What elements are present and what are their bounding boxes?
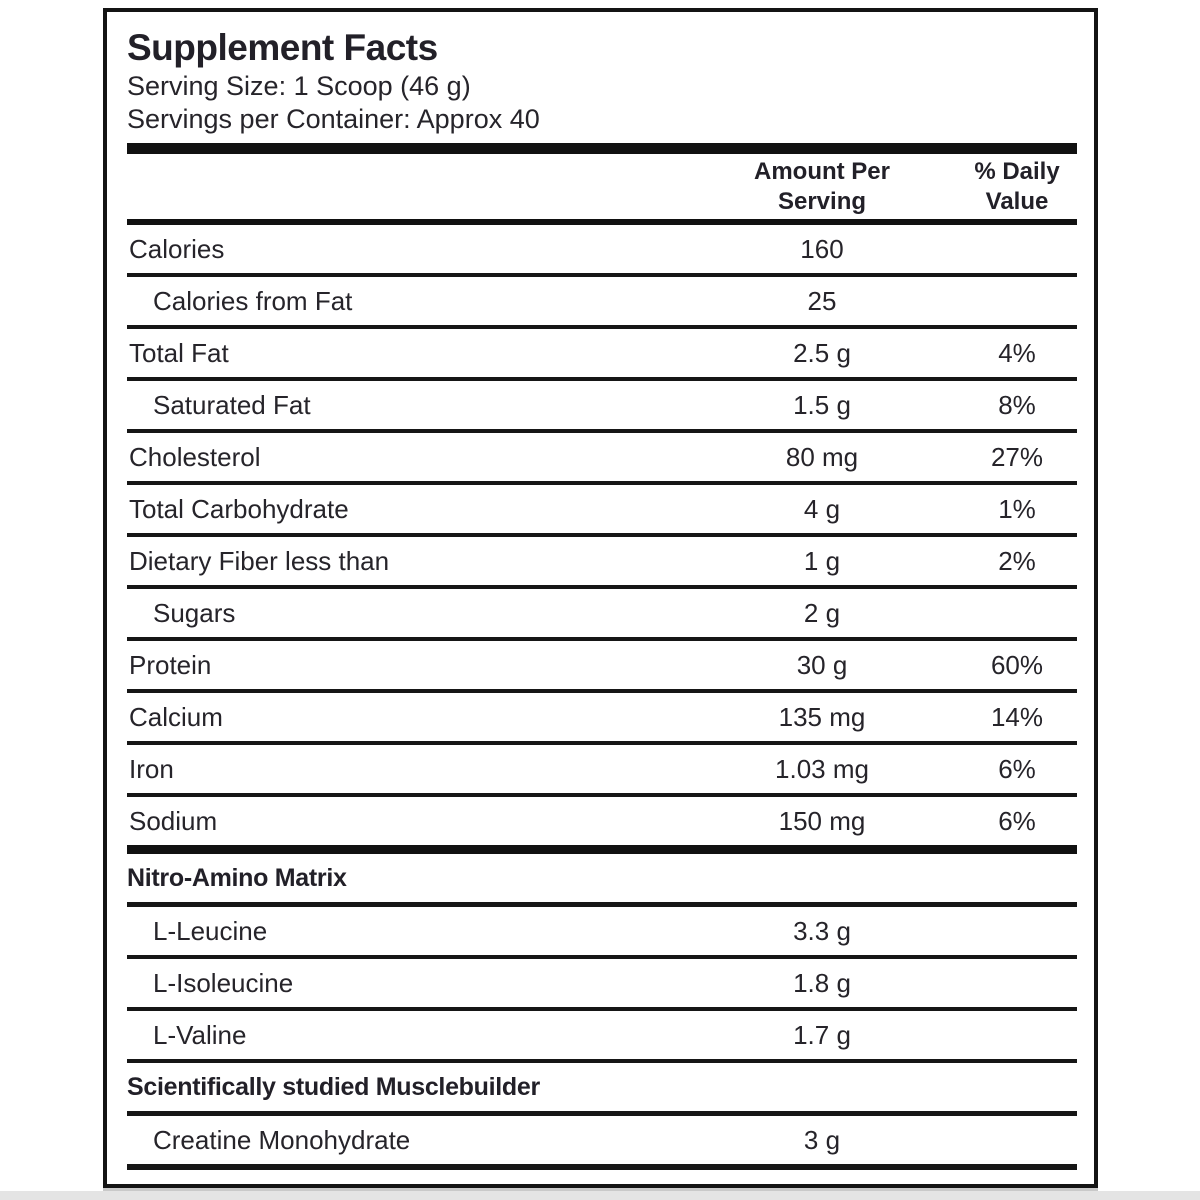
row-amount: 135 mg <box>778 701 866 732</box>
table-row <box>127 907 1077 959</box>
table-row <box>127 433 1077 485</box>
table-row <box>127 589 1077 641</box>
row-name: L-Valine <box>153 1019 247 1050</box>
header-amount-per-serving <box>687 157 957 217</box>
row-name: L-Isoleucine <box>153 967 294 998</box>
bottom-strip <box>0 1191 1200 1200</box>
row-dv: 14% <box>990 701 1044 732</box>
row-amount: 30 g <box>796 649 848 680</box>
section-heading: Scientifically studied Musclebuilder <box>127 1063 1077 1116</box>
row-name: Total Carbohydrate <box>129 493 349 524</box>
table-row <box>127 797 1077 845</box>
table-header-row <box>127 154 1077 225</box>
row-amount: 1.7 g <box>793 1019 851 1050</box>
row-name: Calories from Fat <box>153 285 353 316</box>
table-row <box>127 381 1077 433</box>
table-row <box>127 959 1077 1011</box>
row-amount: 1 g <box>803 545 841 576</box>
row-amount: 4 g <box>803 493 841 524</box>
row-name: Iron <box>129 753 174 784</box>
table-row <box>127 1011 1077 1063</box>
header-amount-label: Amount Per Serving <box>753 157 890 215</box>
table-row <box>127 225 1077 277</box>
row-dv: 27% <box>990 441 1044 472</box>
main-rows <box>127 225 1077 845</box>
table-row <box>127 693 1077 745</box>
row-name: Creatine Monohydrate <box>153 1124 411 1155</box>
row-dv: 6% <box>998 805 1036 836</box>
header-daily-value <box>957 157 1077 217</box>
row-name: L-Leucine <box>153 915 268 946</box>
row-name: Total Fat <box>129 337 229 368</box>
row-dv: 4% <box>998 337 1036 368</box>
row-name: Sodium <box>129 805 218 836</box>
row-dv: 1% <box>998 493 1036 524</box>
row-name: Calories <box>129 233 225 264</box>
row-name: Cholesterol <box>129 441 261 472</box>
table-row <box>127 641 1077 693</box>
header-dv-label: % Daily Value <box>974 157 1060 215</box>
table-row <box>127 537 1077 589</box>
row-name: Dietary Fiber less than <box>129 545 390 576</box>
row-dv: 2% <box>998 545 1036 576</box>
section-heading: Nitro-Amino Matrix <box>127 854 1077 907</box>
label-title: Supplement Facts <box>127 27 438 68</box>
section-rule <box>127 845 1077 854</box>
row-name: Protein <box>129 649 212 680</box>
top-rule <box>127 143 1077 154</box>
table-row <box>127 485 1077 537</box>
row-amount: 1.5 g <box>793 389 851 420</box>
row-dv: 8% <box>998 389 1036 420</box>
table-row <box>127 1116 1077 1170</box>
row-amount: 1.03 mg <box>775 753 869 784</box>
sections <box>127 854 1077 1170</box>
table-row <box>127 745 1077 797</box>
supplement-facts-label <box>103 8 1098 1188</box>
row-amount: 1.8 g <box>793 967 851 998</box>
row-amount: 160 <box>800 233 844 264</box>
row-amount: 3.3 g <box>793 915 851 946</box>
row-amount: 2 g <box>803 597 841 628</box>
row-amount: 25 <box>807 285 837 316</box>
row-name: Calcium <box>129 701 223 732</box>
row-amount: 80 mg <box>785 441 859 472</box>
row-dv: 60% <box>990 649 1044 680</box>
row-dv: 6% <box>998 753 1036 784</box>
row-amount: 3 g <box>803 1124 841 1155</box>
serving-size: Serving Size: 1 Scoop (46 g) <box>127 71 471 101</box>
row-name: Sugars <box>153 597 236 628</box>
row-amount: 150 mg <box>778 805 866 836</box>
row-amount: 2.5 g <box>793 337 851 368</box>
table-row <box>127 329 1077 381</box>
row-name: Saturated Fat <box>153 389 311 420</box>
servings-per-container: Servings per Container: Approx 40 <box>127 104 540 134</box>
table-row <box>127 277 1077 329</box>
